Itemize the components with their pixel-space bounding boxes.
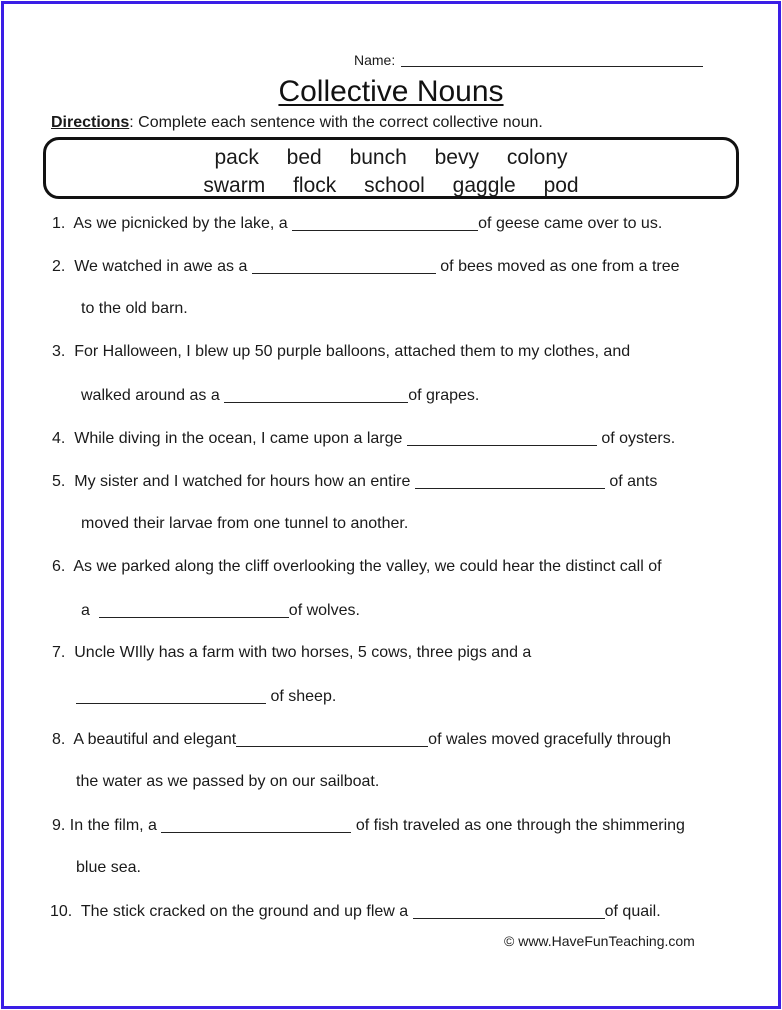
answer-blank[interactable] xyxy=(407,429,597,446)
question-number: 10. xyxy=(50,903,73,920)
question-5: 5. My sister and I watched for hours how an entire of ants xyxy=(52,473,658,490)
word-bank-row-2 xyxy=(46,172,736,200)
question-number: 5. xyxy=(52,473,66,490)
question-2-cont: to the old barn. xyxy=(81,300,188,317)
question-9: 9. In the film, a of fish traveled as one through the shimmering xyxy=(52,817,685,834)
question-9-cont: blue sea. xyxy=(76,859,141,876)
question-1: 1. As we picnicked by the lake, a of geese came over to us. xyxy=(52,215,663,232)
answer-blank[interactable] xyxy=(224,386,408,403)
word-bank-word: gaggle xyxy=(452,174,516,197)
answer-blank[interactable] xyxy=(236,730,428,747)
answer-blank[interactable] xyxy=(415,472,605,489)
directions xyxy=(51,114,543,132)
question-7: 7. Uncle WIlly has a farm with two horses, 5 cows, three pigs and a xyxy=(52,644,532,661)
answer-blank[interactable] xyxy=(413,902,605,919)
word-bank-word: school xyxy=(364,174,425,197)
word-bank-word: pod xyxy=(543,174,579,197)
question-number: 2. xyxy=(52,258,66,275)
answer-blank[interactable] xyxy=(292,214,478,231)
word-bank xyxy=(43,137,739,199)
question-number: 7. xyxy=(52,644,66,661)
word-bank-word: colony xyxy=(506,146,568,169)
answer-blank[interactable] xyxy=(76,687,266,704)
word-bank-word: bunch xyxy=(349,146,407,169)
question-number: 9. xyxy=(52,817,66,834)
answer-blank[interactable] xyxy=(252,257,436,274)
answer-blank[interactable] xyxy=(161,816,351,833)
word-bank-word: flock xyxy=(293,174,337,197)
question-4: 4. While diving in the ocean, I came upon a large of oysters. xyxy=(52,430,676,447)
page-title: Collective Nouns xyxy=(278,75,504,108)
question-3: 3. For Halloween, I blew up 50 purple balloons, attached them to my clothes, and xyxy=(52,343,631,360)
question-8: 8. A beautiful and elegant of wales moved gracefully through xyxy=(52,731,671,748)
name-field xyxy=(354,52,703,68)
question-3-cont: walked around as a of grapes. xyxy=(81,387,480,404)
word-bank-word: bed xyxy=(286,146,322,169)
directions-text: : Complete each sentence with the correct collective noun. xyxy=(129,114,543,131)
question-number: 3. xyxy=(52,343,66,360)
question-5-cont: moved their larvae from one tunnel to another. xyxy=(81,515,409,532)
name-blank[interactable] xyxy=(401,52,703,67)
question-8-cont: the water as we passed by on our sailboat. xyxy=(76,773,380,790)
word-bank-row-1 xyxy=(46,144,736,172)
word-bank-word: swarm xyxy=(203,174,266,197)
question-number: 8. xyxy=(52,731,66,748)
word-bank-word: bevy xyxy=(434,146,479,169)
question-10: 10. The stick cracked on the ground and up flew a of quail. xyxy=(50,903,661,920)
answer-blank[interactable] xyxy=(99,601,289,618)
question-number: 4. xyxy=(52,430,66,447)
question-number: 1. xyxy=(52,215,66,232)
question-number: 6. xyxy=(52,558,66,575)
question-6-cont: a of wolves. xyxy=(81,602,360,619)
word-bank-word: pack xyxy=(214,146,259,169)
directions-label: Directions xyxy=(51,114,130,131)
question-7-cont: of sheep. xyxy=(76,687,336,706)
question-6: 6. As we parked along the cliff overlooking the valley, we could hear the distinct call of xyxy=(52,558,662,575)
name-label: Name: xyxy=(354,52,396,68)
copyright: © www.HaveFunTeaching.com xyxy=(504,933,695,949)
question-2: 2. We watched in awe as a of bees moved as one from a tree xyxy=(52,258,680,275)
